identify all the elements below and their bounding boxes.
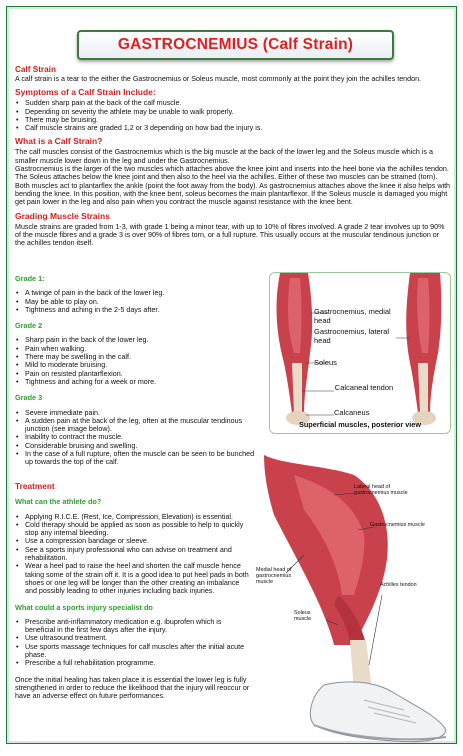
athlete-heading: What can the athlete do? xyxy=(15,497,102,507)
specialist-item: • Prescribe a full rehabilitation programme. xyxy=(25,659,251,667)
specialist-heading: What could a sports injury specialist do xyxy=(15,602,153,612)
treatment-column xyxy=(15,482,251,701)
grade2-item: • Pain when walking. xyxy=(25,345,259,353)
athlete-item: • Applying R.I.C.E. (Rest, Ice, Compression, Elevation) is essential. xyxy=(25,513,251,521)
grade1-list xyxy=(15,289,259,314)
symptom-item: • Sudden sharp pain at the back of the calf muscle. xyxy=(25,99,451,107)
symptom-item: • Depending on severity the athlete may be unable to walk properly. xyxy=(25,108,451,116)
grade3-heading: Grade 3 xyxy=(15,393,43,403)
athlete-list xyxy=(15,513,251,596)
specialist-item: • Use ultrasound treatment. xyxy=(25,634,251,642)
symptom-item: • There may be bruising. xyxy=(25,116,451,124)
symptom-item: • Calf muscle strains are graded 1,2 or 3 depending on how bad the injury is. xyxy=(25,124,451,132)
athlete-item: • See a sports injury professional who can advise on treatment and rehabilitation. xyxy=(25,546,251,563)
what-is-para: Gastrocnemius is the larger of the two muscles which attaches above the knee joint and inserts into the heel bone via the achilles tendon. The Soleus attaches below the knee joint and then also to the heel via the achilles. Either of these two muscles can be strained (torn). xyxy=(15,165,449,182)
specialist-item: • Use sports massage techniques for calf muscles after the initial acute phase. xyxy=(25,643,251,660)
grade2-item: • Mild to moderate bruising. xyxy=(25,361,259,369)
symptoms-list xyxy=(15,99,451,132)
grade3-item: • Considerable bruising and swelling. xyxy=(25,442,259,450)
calf-strain-text: A calf strain is a tear to the either the Gastrocnemius or Soleus muscle, most commonly at the point they join the achilles tendon. xyxy=(15,75,422,83)
grade2-item: • Sharp pain in the back of the lower leg. xyxy=(25,336,259,344)
label-calcaneus: Calcaneus xyxy=(334,408,370,417)
label-lateral-head: Lateral head of gastrocnemius muscle xyxy=(354,484,408,497)
grading-heading: Grading Muscle Strains xyxy=(15,210,110,221)
what-is-para: The calf muscles consist of the Gastrocnemius which is the big muscle at the back of the lower leg and the Soleus muscle which is a smaller muscle lower down in the leg and under the Gastrocnemius. xyxy=(15,148,433,165)
specialist-item: • Prescribe anti-inflammatory medication e.g. ibuprofen which is beneficial in the first few days after the injury. xyxy=(25,618,251,635)
athlete-item: • Wear a heel pad to raise the heel and shorten the calf muscle hence taking some of the strain off it. It is a good idea to put heel pads in both shoes or one leg will be longer than the other creating an imbalance and possibly leading to other injuries including back injuries. xyxy=(25,562,251,595)
grade1-item: • A twinge of pain in the back of the lower leg. xyxy=(25,289,259,297)
specialist-list xyxy=(15,618,251,668)
treatment-heading: Treatment xyxy=(15,481,55,491)
label-soleus-muscle: Soleus muscle xyxy=(294,610,312,623)
label-medial-head: Medial head of gastrocnemius muscle xyxy=(256,567,292,586)
title-banner xyxy=(77,30,394,60)
grade1-item: • Tightness and aching in the 2-5 days after. xyxy=(25,306,259,314)
grading-text: Muscle strains are graded from 1-3, with grade 1 being a minor tear, with up to 10% of fibres involved. A grade 2 tear involves up to 90% of the muscle fibres and a grade 3 is over 90% of fibres torn, or a full rupture. This usually occurs at the muscular tendinous junction or the achilles tendon itself. xyxy=(15,222,445,248)
label-soleus: Soleus xyxy=(314,358,337,367)
label-gastro-lateral: Gastrocnemius, lateral head xyxy=(314,327,390,345)
what-is-heading: What is a Calf Strain? xyxy=(15,136,103,147)
label-gastro-medial: Gastrocnemius, medial head xyxy=(314,307,391,325)
label-gastrocnemius: Gastrocnemius muscle xyxy=(370,522,425,528)
grade2-item: • Pain on resisted plantarflexion. xyxy=(25,370,259,378)
posterior-leg-figure xyxy=(269,272,451,434)
grade2-list xyxy=(15,336,259,386)
grade1-item: • May be able to play on. xyxy=(25,298,259,306)
what-is-para: Both muscles act to plantarflex the ankle (point the foot away from the body). As gastrocnemius attaches above the knee it also helps with bending the knee. In this position, with the knee bent, soleus becomes the main plantarflexor. If the Soleus muscle is damaged you might get pain lower in the leg and also pain when you contract the muscle against resistance with the knee bent. xyxy=(15,181,451,207)
grades-column xyxy=(15,275,259,467)
closing-text: Once the initial healing has taken place it is essential the lower leg is fully strengthened in order to reduce the likelihood that the injury will reoccur or have an adverse effect on future performances. xyxy=(15,675,250,701)
grade3-item: • Inability to contract the muscle. xyxy=(25,433,259,441)
intro-section xyxy=(15,64,451,247)
grade1-heading: Grade 1: xyxy=(15,274,45,283)
page-title: GASTROCNEMIUS (Calf Strain) xyxy=(117,36,354,53)
grade3-item: • In the case of a full rupture, often the muscle can be seen to be bunched up towards the top of the calf. xyxy=(25,450,259,467)
athlete-item: • Use a compression bandage or sleeve. xyxy=(25,537,251,545)
athlete-item: • Cold therapy should be applied as soon as possible to help to quickly stop any internal bleeding. xyxy=(25,521,251,538)
lateral-leg-illustration xyxy=(254,455,452,744)
poster xyxy=(6,6,457,744)
figure1-caption: Superficial muscles, posterior view xyxy=(298,420,422,429)
grade3-item: • Severe immediate pain. xyxy=(25,409,259,417)
grade3-list xyxy=(15,409,259,467)
calf-strain-heading: Calf Strain xyxy=(15,65,56,74)
grade2-heading: Grade 2 xyxy=(15,321,43,331)
grade2-item: • Tightness and aching for a week or more. xyxy=(25,378,259,386)
label-achilles: Achilles tendon xyxy=(380,582,417,588)
grade3-item: • A sudden pain at the back of the leg, often at the muscular tendinous junction (see image below). xyxy=(25,417,259,434)
grade2-item: • There may be swelling in the calf. xyxy=(25,353,259,361)
lateral-leg-figure xyxy=(254,455,452,744)
symptoms-heading: Symptoms of a Calf Strain Include: xyxy=(15,87,156,98)
label-calcaneal-tendon: Calcaneal tendon xyxy=(334,383,394,392)
